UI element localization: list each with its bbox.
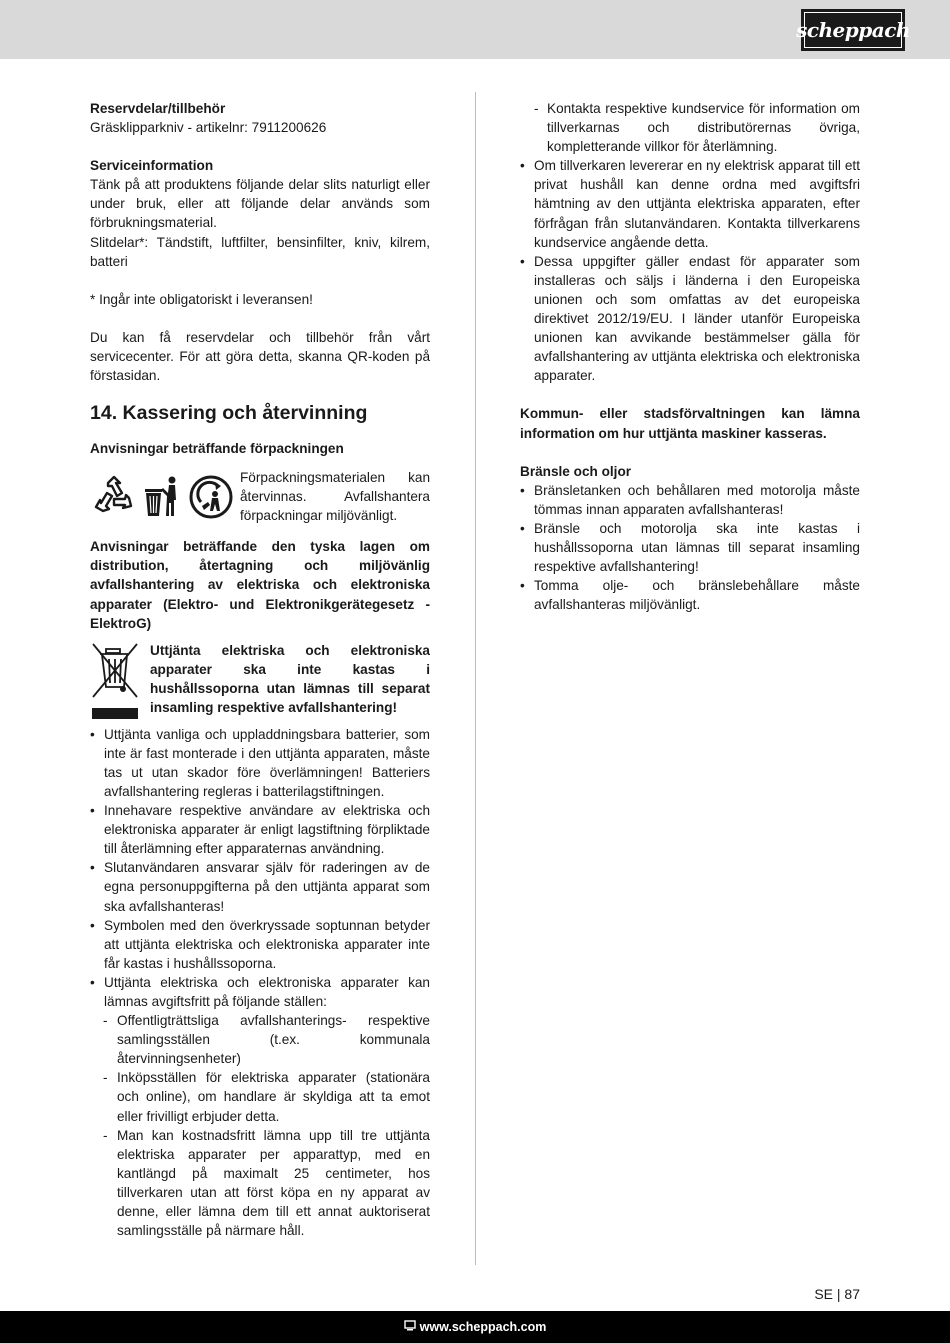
wear-parts-text: Slitdelar*: Tändstift, luftfilter, bensinfilter, kniv, kilrem, batteri — [90, 234, 430, 269]
page-header — [0, 0, 950, 59]
sub-list-item: - Inköpsställen för elektriska apparater (stationära och online), om handlare är skyldiga att ta emot eller frivilligt erbjuder detta. — [103, 1070, 430, 1124]
order-parts-text: Du kan få reservdelar och tillbehör från vårt servicecenter. För att göra detta, skanna QR-koden på förstasidan. — [90, 329, 430, 384]
list-item: • Om tillverkaren levererar en ny elektrisk apparat till ett privat hushåll kan denne ordna med avgiftsfri hämtning av den uttjänta elektriska apparaten, efter förfrågan från slutanvändaren. Kontakta tillverkarens kundservice angående detta. — [520, 158, 860, 250]
municipal-note: Kommun- eller stadsförvaltningen kan lämna information om hur uttjänta maskiner kasseras. — [520, 406, 860, 441]
recycle-person-icon — [188, 474, 234, 520]
packaging-notice — [90, 468, 430, 526]
page-footer — [0, 1311, 950, 1343]
footer-url[interactable]: www.scheppach.com — [419, 1320, 547, 1334]
weee-text: Uttjänta elektriska och elektroniska apparater ska inte kastas i hushållssoporna utan lämnas till separat insamling respektive avfallshantering! — [150, 642, 430, 715]
crossed-out-bin-icon — [90, 641, 140, 721]
column-divider — [475, 92, 476, 1265]
sub-list-item: - Offentligträttsliga avfallshanterings- respektive samlingsställen (t.ex. kommunala återvinningsenheter) — [103, 1013, 430, 1067]
right-column — [520, 99, 860, 614]
sub-list-item: - Kontakta respektive kundservice för information om tillverkarnas och distributörernas övriga, kompletterande villkor för återlämning. — [534, 101, 860, 155]
packaging-icons — [92, 474, 234, 520]
packaging-heading: Anvisningar beträffande förpackningen — [90, 441, 344, 457]
brand-name: scheppach — [804, 12, 902, 48]
law-heading: Anvisningar beträffande den tyska lagen om distribution, återtagning och miljövänlig avfallshantering av elektriska och elektroniska apparater (Elektro- und Elektronikgerätegesetz - ElektroG) — [90, 539, 430, 631]
section-title: 14. Kassering och återvinning — [90, 402, 368, 425]
page-number: SE | 87 — [814, 1286, 860, 1302]
brand-logo — [796, 9, 910, 51]
list-item: • Innehavare respektive användare av elektriska och elektroniska apparater är enligt lagstiftning förpliktade till återlämning efter apparaternas användning. — [90, 803, 430, 857]
list-item: • Uttjänta vanliga och uppladdningsbara batterier, som inte är fast monterade i den uttjänta apparaten, måste tas ut utan skador före överlämningen! Batteriers avfallshantering regleras i batterilagstiftningen. — [90, 726, 430, 799]
list-item: • Tomma olje- och bränslebehållare måste avfallshanteras miljövänligt. — [520, 578, 860, 613]
list-item: • Bränsletanken och behållaren med motorolja måste tömmas innan apparaten avfallshanteras! — [520, 482, 860, 517]
recycling-icon — [92, 474, 136, 518]
fuel-heading: Bränsle och oljor — [520, 463, 632, 479]
trash-bin-person-icon — [143, 474, 181, 518]
packaging-text: Förpackningsmaterialen kan återvinnas. Avfallshantera förpackningar miljövänligt. — [240, 470, 430, 524]
weee-notice — [90, 641, 430, 725]
list-item: • Bränsle och motorolja ska inte kastas i hushållssoporna utan lämnas till separat insamling respektive avfallshantering! — [520, 520, 860, 575]
list-item: • Slutanvändaren ansvarar själv för raderingen av de egna personuppgifterna på den uttjänta apparat som ska avfallshanteras! — [90, 860, 430, 914]
list-item: • Dessa uppgifter gäller endast för apparater som installeras och säljs i länderna i den Europeiska unionen och som omfattas av det europeiska direktivet 2012/19/EU. I länder utanför Europeiska unionen kan avvikande bestämmelser gälla för avfallshantering av uttjänta elektriska och elektroniska apparater. — [520, 253, 860, 384]
sub-list-item: - Man kan kostnadsfritt lämna upp till tre uttjänta elektriska apparater per apparattyp, med en kantlängd på maximalt 25 centimeter, hos tillverkaren utan att först köpa en ny apparat av denne, eller lämna dem till ett annat auktoriserat samlingsställe på närmare håll. — [103, 1127, 430, 1239]
list-item: • Symbolen med den överkryssade soptunnan betyder att uttjänta elektriska och elektroniska apparater inte får kastas i hushållssoporna. — [90, 917, 430, 971]
service-heading: Serviceinformation — [90, 158, 214, 174]
footnote-text: * Ingår inte obligatoriskt i leveransen! — [90, 291, 313, 307]
left-column — [90, 99, 430, 1240]
parts-heading: Reservdelar/tillbehör — [90, 101, 226, 116]
list-item: • Uttjänta elektriska och elektroniska apparater kan lämnas avgiftsfritt på följande ställen: — [90, 974, 430, 1009]
service-text: Tänk på att produktens följande delar slits naturligt eller under bruk, eller att följande delar används som förbrukningsmaterial. — [90, 177, 430, 231]
computer-icon — [404, 1320, 416, 1334]
parts-text: Gräsklipparkniv - artikelnr: 7911200626 — [90, 120, 327, 136]
disposal-bullet-list — [90, 725, 430, 1241]
